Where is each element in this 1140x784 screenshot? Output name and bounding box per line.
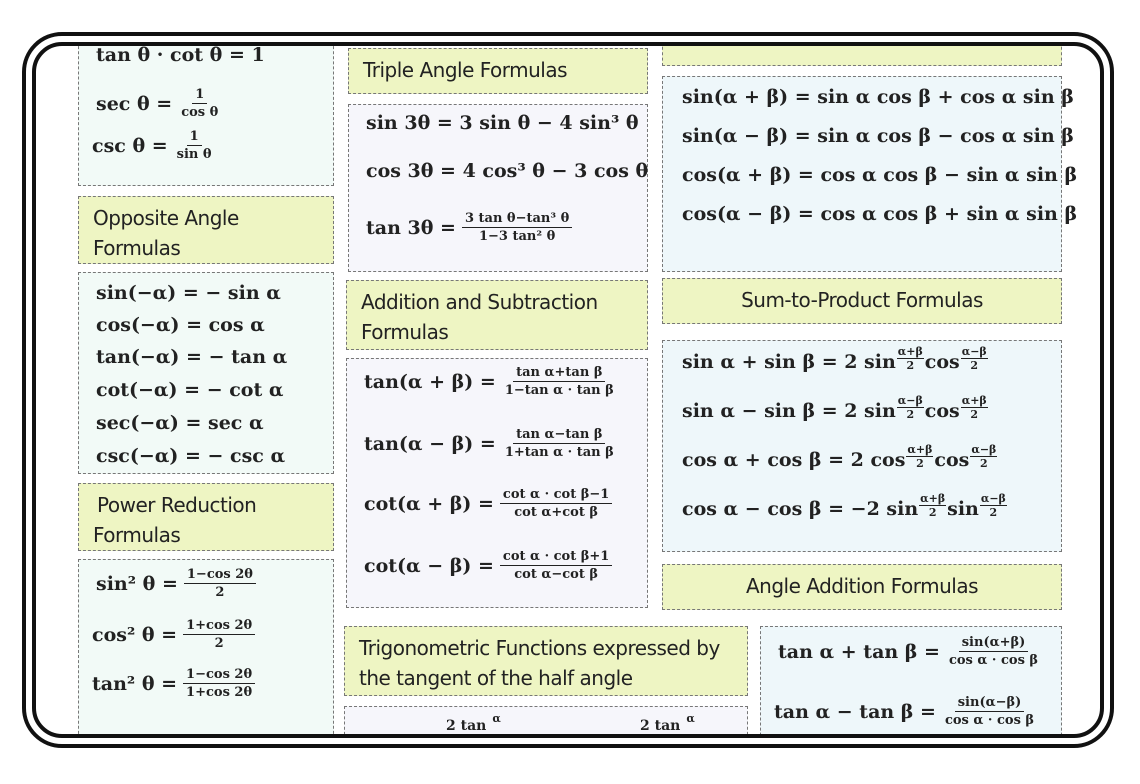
header-line: Angle Addition Formulas <box>745 574 978 598</box>
fraction <box>174 128 215 163</box>
fraction <box>500 548 612 583</box>
numerator: tan α−tan β <box>513 426 605 444</box>
opposite-angle-header <box>78 196 334 264</box>
csc-lhs: csc θ = <box>92 134 168 157</box>
reciprocal-formula-2 <box>96 86 223 121</box>
denominator: sin θ <box>176 147 212 162</box>
fraction <box>946 634 1041 669</box>
top-right-header <box>662 46 1062 66</box>
angle-addition-header <box>662 564 1062 610</box>
fraction <box>500 486 612 521</box>
sumdiff-formula-3: cos(α + β) = cos α cos β − sin α sin β <box>682 164 1078 186</box>
power-reduction-header <box>78 483 334 551</box>
numerator: α−β <box>980 492 1006 505</box>
denominator: cot α−cot β <box>514 567 598 582</box>
header-line: Power Reduction <box>97 493 257 517</box>
denominator: 2 <box>989 506 998 519</box>
func: sin <box>947 497 979 520</box>
numerator: α−β <box>961 345 987 358</box>
addsub-formula-4 <box>364 548 614 583</box>
sumprod-formula-1 <box>682 345 989 375</box>
header-line: Addition and Subtraction <box>361 290 598 314</box>
lhs: tan 3θ = <box>366 216 456 239</box>
denominator: cos α · cos β <box>948 653 1039 668</box>
triple-formula-2: cos 3θ = 4 cos³ θ − 3 cos θ <box>366 160 649 182</box>
header-line: Opposite Angle <box>93 206 239 230</box>
sheet-content <box>36 46 1100 734</box>
numerator: 1 <box>187 128 202 146</box>
half-angle <box>919 492 946 519</box>
header-line: Formulas <box>93 523 181 547</box>
sumdiff-formula-2: sin(α − β) = sin α cos β − cos α sin β <box>682 125 1074 147</box>
denominator: 2 <box>970 408 979 421</box>
lhs: tan α + tan β = <box>778 640 940 663</box>
addition-subtraction-header <box>346 280 648 350</box>
half-angle <box>906 443 933 470</box>
header-line: the tangent of the half angle <box>359 666 633 690</box>
denominator: 2 <box>214 636 224 651</box>
numerator: tan α+tan β <box>513 364 605 382</box>
opposite-formula-1: sin(−α) = − sin α <box>96 282 281 304</box>
lhs: cos² θ = <box>92 623 178 646</box>
sumdiff-formula-4: cos(α − β) = cos α cos β + sin α sin β <box>682 203 1078 225</box>
opposite-formula-2: cos(−α) = cos α <box>96 314 265 336</box>
sumprod-formula-4 <box>682 492 1008 522</box>
half-angle <box>897 345 924 372</box>
fraction <box>462 210 572 245</box>
sec-lhs: sec θ = <box>96 92 173 115</box>
reciprocal-formula-3 <box>92 128 217 163</box>
denominator: 2 <box>906 359 915 372</box>
reciprocal-formula-1: tan θ · cot θ = 1 <box>96 46 265 66</box>
two-tan: 2 tan <box>640 718 681 734</box>
addsub-formula-2 <box>364 426 619 461</box>
func: cos <box>924 399 960 422</box>
header-line: Formulas <box>361 320 449 344</box>
header-line: Sum-to-Product Formulas <box>741 288 983 312</box>
addsub-formula-3 <box>364 486 614 521</box>
denominator: cos α · cos β <box>944 713 1035 728</box>
sumdiff-formula-1: sin(α + β) = sin α cos β + cos α sin β <box>682 86 1074 108</box>
denominator: 2 <box>916 457 924 470</box>
func: cos <box>934 448 970 471</box>
angle-add-formula-2 <box>774 694 1039 729</box>
numerator: cot α · cot β+1 <box>500 548 612 566</box>
triple-angle-header <box>348 48 648 94</box>
denominator: 2 <box>970 359 979 372</box>
fraction <box>502 426 617 461</box>
lhs: sin² θ = <box>96 572 178 595</box>
fraction <box>183 666 255 701</box>
lhs: cot(α + β) = <box>364 492 494 515</box>
numerator: 1+cos 2θ <box>183 617 255 635</box>
tangent-half-right <box>640 712 695 734</box>
lhs: cos α + cos β = 2 cos <box>682 448 906 471</box>
alpha: α <box>492 712 501 725</box>
sum-to-product-header <box>662 278 1062 324</box>
numerator: 1−cos 2θ <box>184 566 256 584</box>
lhs: tan(α − β) = <box>364 432 496 455</box>
half-angle <box>961 345 988 372</box>
half-angle <box>980 492 1007 519</box>
opposite-formula-5: sec(−α) = sec α <box>96 412 264 434</box>
lhs: tan α − tan β = <box>774 700 936 723</box>
denominator: 1+tan α · tan β <box>504 445 614 460</box>
fraction <box>502 364 617 399</box>
lhs: cot(α − β) = <box>364 554 494 577</box>
header-line: Trigonometric Functions expressed by <box>359 636 720 660</box>
denominator: 2 <box>928 506 937 519</box>
lhs: sin α − sin β = 2 sin <box>682 399 896 422</box>
opposite-formula-6: csc(−α) = − csc α <box>96 445 286 467</box>
tangent-half-left <box>446 712 501 734</box>
header-line: Triple Angle Formulas <box>363 58 568 82</box>
lhs: sin α + sin β = 2 sin <box>682 350 896 373</box>
numerator: α+β <box>961 394 987 407</box>
numerator: α+β <box>920 492 946 505</box>
half-angle <box>970 443 997 470</box>
numerator: 1 <box>192 86 207 104</box>
denominator: 1−3 tan² θ <box>478 229 556 244</box>
numerator: 3 tan θ−tan³ θ <box>462 210 572 228</box>
sumprod-formula-3 <box>682 443 998 473</box>
denominator: 2 <box>980 457 988 470</box>
numerator: sin(α+β) <box>959 634 1029 652</box>
triple-formula-1: sin 3θ = 3 sin θ − 4 sin³ θ <box>366 112 639 134</box>
fraction <box>184 566 256 601</box>
denominator: 2 <box>906 408 915 421</box>
denominator: cot α+cot β <box>514 505 598 520</box>
fraction <box>178 86 221 121</box>
triple-formula-3 <box>366 210 574 245</box>
addsub-formula-1 <box>364 364 619 399</box>
denominator: 1−tan α · tan β <box>504 383 614 398</box>
numerator: 1−cos 2θ <box>183 666 255 684</box>
power-formula-2 <box>92 617 257 652</box>
two-tan: 2 tan <box>446 718 487 734</box>
denominator: cos θ <box>181 105 219 120</box>
numerator: cot α · cot β−1 <box>500 486 612 504</box>
numerator: α−β <box>897 394 923 407</box>
opposite-formula-3: tan(−α) = − tan α <box>96 346 288 368</box>
angle-add-formula-1 <box>778 634 1043 669</box>
half-angle <box>961 394 988 421</box>
fraction <box>942 694 1037 729</box>
lhs: cos α − cos β = −2 sin <box>682 497 919 520</box>
tangent-half-angle-header <box>344 626 748 696</box>
power-formula-1 <box>96 566 258 601</box>
denominator: 1+cos 2θ <box>186 685 253 700</box>
sumprod-formula-2 <box>682 394 989 424</box>
opposite-formula-4: cot(−α) = − cot α <box>96 379 284 401</box>
alpha: α <box>686 712 695 725</box>
half-angle <box>897 394 924 421</box>
numerator: α+β <box>897 345 923 358</box>
numerator: α+β <box>907 443 933 456</box>
power-formula-3 <box>92 666 257 701</box>
lhs: tan(α + β) = <box>364 370 496 393</box>
lhs: tan² θ = <box>92 672 178 695</box>
header-line: Formulas <box>93 236 181 260</box>
numerator: α−β <box>971 443 997 456</box>
fraction <box>183 617 255 652</box>
func: cos <box>924 350 960 373</box>
denominator: 2 <box>215 585 225 600</box>
numerator: sin(α−β) <box>955 694 1025 712</box>
